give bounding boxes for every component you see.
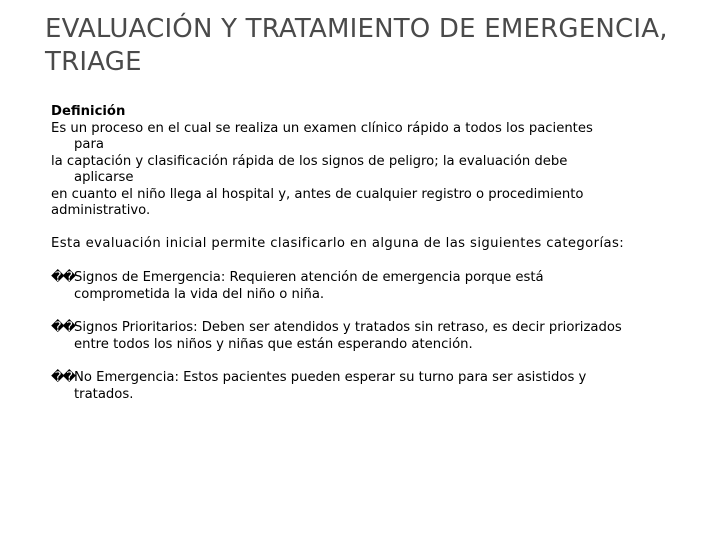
definition-text: [51, 121, 681, 220]
category-text: Signos de Emergencia: Requieren atención de emergencia porque está: [74, 270, 544, 285]
category-item-non-emergency: [51, 370, 681, 403]
bullet-icon: ��: [51, 270, 75, 285]
category-text: comprometida la vida del niño o niña.: [74, 286, 325, 302]
definition-heading: Definición: [51, 104, 126, 119]
definition-line: para: [74, 137, 104, 152]
definition-line: en cuanto el niño llega al hospital y, antes de cualquier registro o procedimiento: [51, 186, 584, 202]
intro-paragraph: Esta evaluación inicial permite clasificarlo en alguna de las siguientes categorías:: [51, 235, 625, 251]
slide-title: EVALUACIÓN Y TRATAMIENTO DE EMERGENCIA, TRIAGE: [45, 14, 668, 77]
definition-line: la captación y clasificación rápida de los signos de peligro; la evaluación debe: [51, 153, 568, 169]
bullet-icon: ��: [51, 370, 75, 385]
category-text: No Emergencia: Estos pacientes pueden esperar su turno para ser asistidos y: [74, 370, 587, 385]
definition-line: administrativo.: [51, 203, 151, 218]
definition-line: aplicarse: [74, 170, 134, 185]
slide-body: [51, 104, 681, 403]
category-item-priority: [51, 320, 681, 353]
category-item-emergency: [51, 270, 681, 303]
category-text: entre todos los niños y niñas que están esperando atención.: [74, 336, 473, 352]
definition-line: Es un proceso en el cual se realiza un examen clínico rápido a todos los pacientes: [51, 120, 593, 136]
category-text: tratados.: [74, 386, 134, 402]
bullet-icon: ��: [51, 320, 75, 335]
category-text: Signos Prioritarios: Deben ser atendidos y tratados sin retraso, es decir priorizados: [74, 320, 622, 335]
